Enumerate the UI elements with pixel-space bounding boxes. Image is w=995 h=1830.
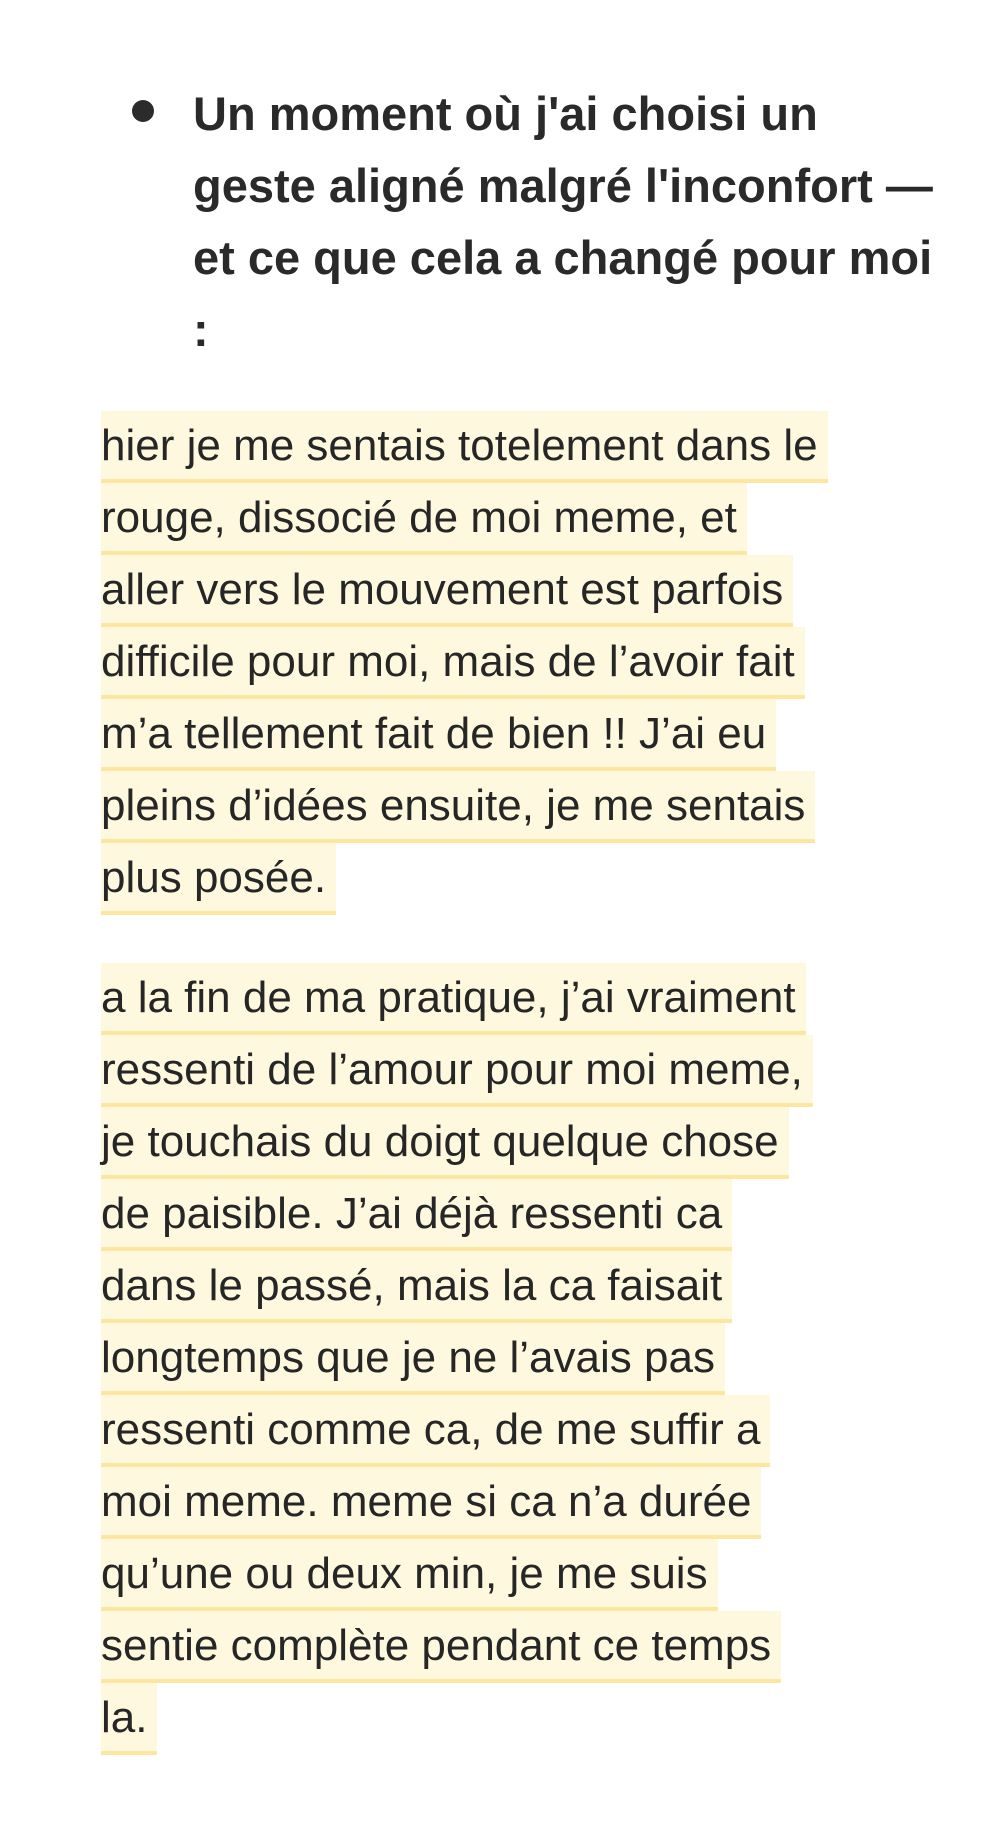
highlighted-text: moi meme. meme si ca n’a durée [101,1467,761,1539]
paragraph-line [101,1106,961,1178]
paragraph-line [101,554,961,626]
highlighted-text: ressenti de l’amour pour moi meme, [101,1035,813,1107]
paragraph-line [101,1178,961,1250]
paragraph-line [101,1610,961,1682]
highlighted-text: dans le passé, mais la ca faisait [101,1251,732,1323]
paragraph-line [101,1250,961,1322]
highlighted-text: hier je me sentais totelement dans le [101,411,828,483]
highlighted-text: longtemps que je ne l’avais pas [101,1323,725,1395]
paragraph-line [101,1394,961,1466]
bullet-heading[interactable]: Un moment où j'ai choisi un geste aligné malgré l'inconfort — et ce que cela a changé pour moi : [193,87,933,356]
highlighted-paragraph-2[interactable] [101,962,961,1754]
highlighted-text: a la fin de ma pratique, j’ai vraiment [101,963,806,1035]
paragraph-line [101,842,961,914]
paragraph-line [101,1322,961,1394]
highlighted-text: difficile pour moi, mais de l’avoir fait [101,627,805,699]
paragraph-line [101,698,961,770]
bullet-point [132,100,154,122]
highlighted-text: rouge, dissocié de moi meme, et [101,483,747,555]
paragraph-line [101,482,961,554]
paragraph-line [101,1466,961,1538]
highlighted-text: sentie complète pendant ce temps [101,1611,781,1683]
highlighted-text: plus posée. [101,843,336,915]
highlighted-text: la. [101,1683,157,1755]
paragraph-line [101,410,961,482]
highlighted-text: m’a tellement fait de bien !! J’ai eu [101,699,776,771]
paragraph-line [101,1538,961,1610]
highlighted-text: pleins d’idées ensuite, je me sentais [101,771,815,843]
highlighted-text: aller vers le mouvement est parfois [101,555,793,627]
paragraph-line [101,626,961,698]
paragraph-line [101,770,961,842]
paragraph-line [101,962,961,1034]
highlighted-text: qu’une ou deux min, je me suis [101,1539,718,1611]
paragraph-line [101,1034,961,1106]
highlighted-text: de paisible. J’ai déjà ressenti ca [101,1179,732,1251]
paragraph-line [101,1682,961,1754]
highlighted-text: ressenti comme ca, de me suffir a [101,1395,770,1467]
highlighted-text: je touchais du doigt quelque chose [101,1107,789,1179]
highlighted-paragraph-1[interactable] [101,410,961,914]
